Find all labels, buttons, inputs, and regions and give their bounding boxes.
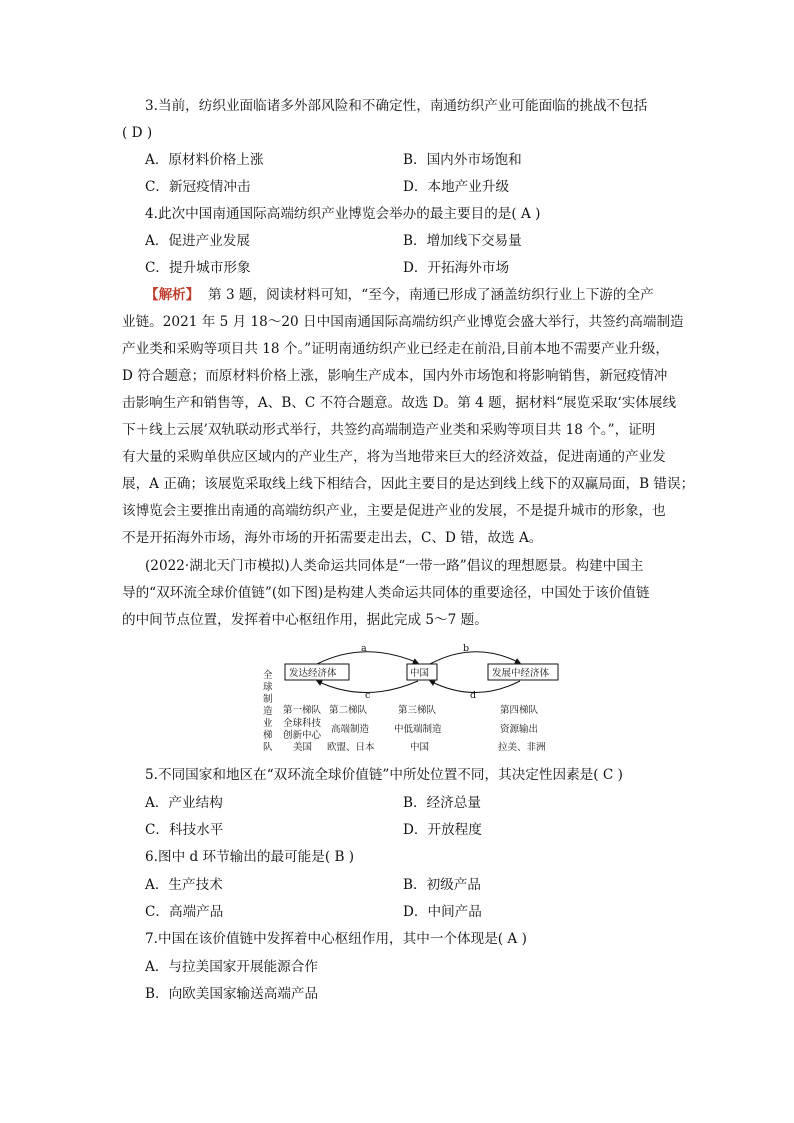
q5-option-b: B．经济总量 [403,795,481,811]
tier1-line-2: 创新中心 [283,730,322,741]
side-label-2: 制 [263,694,273,705]
q7-stem: 7.中国在该价值链中发挥着中心枢纽作用，其中一个体现是( A ) [145,931,527,947]
tier2-line-0: 第二梯队 [329,705,368,716]
q6-option-a: A．生产技术 [145,877,223,893]
value-chain-diagram [255,636,575,761]
tier1-line-1: 全球科技 [283,718,322,729]
box-developed-label: 发达经济体 [289,668,337,679]
q5-option-d: D．开放程度 [403,822,482,838]
arrow-c-label: c [365,690,371,701]
tier1-line-3: 美国 [293,742,313,753]
analysis-line-8: 该博览会主要推出南通的高端纺织产业，主要是促进产业的发展，不是提升城市的形象，也 [122,503,666,519]
arrow-b [430,652,520,664]
q3-option-c: C．新冠疫情冲击 [145,179,251,195]
q6-option-b: B．初级产品 [403,877,481,893]
arrow-b-label: b [463,643,470,654]
side-label-4: 业 [263,718,273,729]
analysis-text-0: 第 3 题，阅读材料可知，“至今，南通已形成了涵盖纺织行业上下游的全产 [208,287,654,303]
side-label-1: 球 [263,682,273,693]
q7-option-a: A．与拉美国家开展能源合作 [145,959,318,975]
q4-option-d: D．开拓海外市场 [403,260,510,276]
arrow-a [317,652,418,664]
q6-stem: 6.图中 d 环节输出的最可能是( B ) [145,849,355,865]
tier3-line-2: 中国 [410,742,430,753]
side-label-0: 全 [263,670,273,681]
analysis-line-5: 下＋线上云展’双轨联动形式举行，共签约高端制造产业类和采购等项目共 18 个。”，证明 [122,422,656,438]
q7-option-b: B．向欧美国家输送高端产品 [145,986,319,1002]
analysis-line-6: 有大量的采购单供应区域内的产业生产，将为当地带来巨大的经济效益，促进南通的产业发 [122,449,666,465]
box-china-label: 中国 [410,668,430,679]
tier4-line-0: 第四梯队 [500,705,539,716]
tier3-line-0: 第三梯队 [398,705,437,716]
analysis-line-4: 击影响生产和销售等，A、B、C 不符合题意。故选 D。第 4 题，据材料“展览采取‘实体展线 [122,395,677,411]
side-label-6: 队 [263,742,273,753]
q3-stem-line1: 3.当前，纺织业面临诸多外部风险和不确定性，南通纺织产业可能面临的挑战不包括 [145,98,648,114]
q3-option-a: A．原材料价格上涨 [145,152,264,168]
q4-option-c: C．提升城市形象 [145,260,251,276]
intro-line-2: 的中间节点位置，发挥着中心枢纽作用，据此完成 5～7 题。 [122,612,488,628]
q4-option-a: A．促进产业发展 [145,233,250,249]
analysis-line-2: 产业类和采购等项目共 18 个。”证明南通纺织产业已经走在前沿,目前本地不需要产业升级， [122,341,669,357]
q6-option-d: D．中间产品 [403,904,482,920]
tier3-line-1: 中低端制造 [394,724,442,735]
q3-option-d: D．本地产业升级 [403,179,510,195]
tier1-line-0: 第一梯队 [283,705,322,716]
q4-stem: 4.此次中国南通国际高端纺织产业博览会举办的最主要目的是( A ) [145,206,541,222]
arrow-a-label: a [361,643,367,654]
analysis-line-9: 不是开拓海外市场，海外市场的开拓需要走出去，C、D 错，故选 A。 [122,530,543,546]
box-developing-label: 发展中经济体 [492,668,550,679]
q3-stem-line2: ( D ) [122,125,153,141]
analysis-line-7: 展，A 正确；该展览采取线上线下相结合，因此主要目的是达到线上线下的双赢局面，B 错误； [122,476,695,492]
q5-stem: 5.不同国家和地区在“双环流全球价值链”中所处位置不同，其决定性因素是( C ) [145,767,623,783]
intro-line-0: (2022·湖北天门市模拟)人类命运共同体是“一带一路”倡议的理想愿景。构建中国主 [145,558,644,574]
analysis-tag: 【解析】 [145,287,200,303]
tier2-line-2: 欧盟、日本 [327,742,375,753]
analysis-line-1: 业链。2021 年 5 月 18～20 日中国南通国际高端纺织产业博览会盛大举行，共签约高端制造 [122,314,684,330]
tier4-line-1: 资源输出 [500,724,539,735]
tier2-line-1: 高端制造 [331,724,370,735]
side-label-3: 造 [263,706,273,717]
tier4-line-2: 拉美、非洲 [498,742,546,753]
q6-option-c: C．高端产品 [145,904,224,920]
analysis-line-0 [145,286,654,304]
arrow-d-label: d [470,690,477,701]
q5-option-c: C．科技水平 [145,822,224,838]
q5-option-a: A．产业结构 [145,795,223,811]
analysis-line-3: D 符合题意；而原材料价格上涨，影响生产成本，国内外市场饱和将影响销售，新冠疫情冲 [122,368,668,384]
side-label-5: 梯 [263,730,273,741]
intro-line-1: 导的“双环流全球价值链”(如下图)是构建人类命运共同体的重要途径，中国处于该价值链 [122,585,650,601]
q3-option-b: B．国内外市场饱和 [403,152,522,168]
q4-option-b: B．增加线下交易量 [403,233,522,249]
